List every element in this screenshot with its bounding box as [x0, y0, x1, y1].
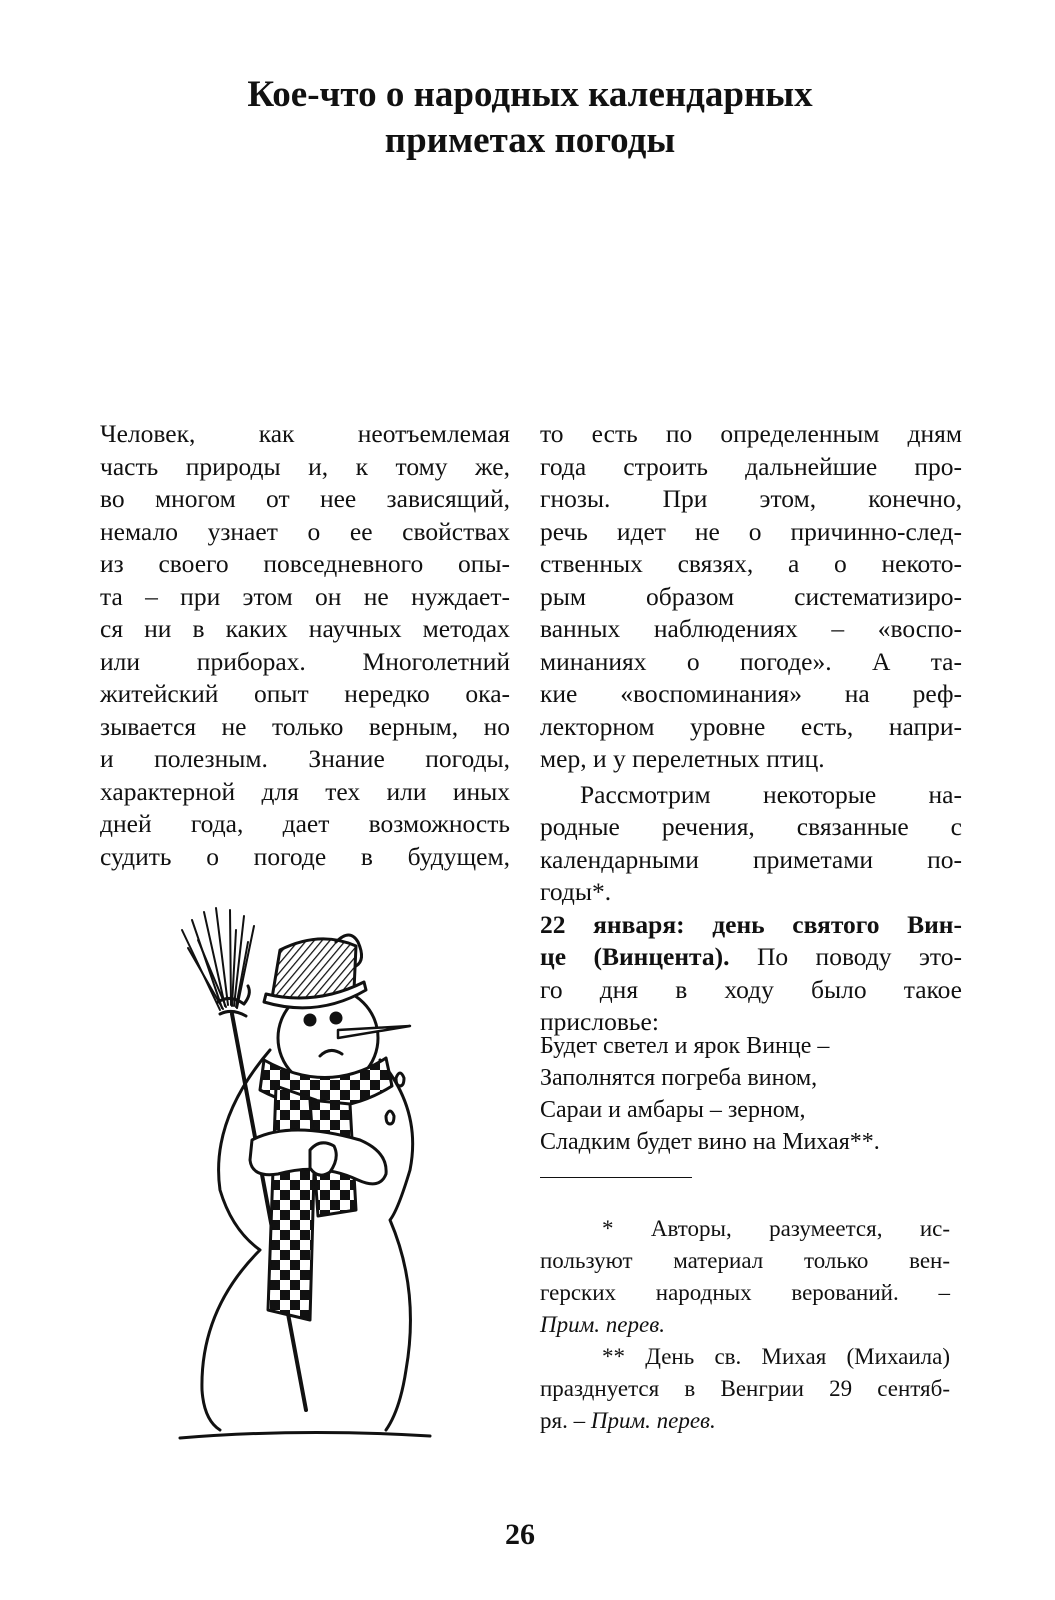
footnote-2-line: ** День св. Михая (Михаила)	[602, 1344, 950, 1369]
text-line: родные речения, связанные с	[540, 812, 962, 841]
text-line: це (Винцента). По поводу это-	[540, 942, 962, 971]
footnote-1-line: пользуют материал только вен-	[540, 1248, 950, 1273]
text-line: ся ни в каких научных методах	[100, 614, 510, 643]
text-line: немало узнает о ее свойствах	[100, 516, 510, 546]
text-line: характерной для тех или иных	[100, 776, 510, 806]
verse-line: Сараи и амбары – зерном,	[540, 1097, 806, 1123]
text-line: из своего повседневного опы-	[100, 549, 510, 578]
text-line: ванных наблюдениях – «воспо-	[540, 614, 962, 643]
text-line: зывается не только верным, но	[100, 711, 510, 741]
text-line: минаниях о погоде». А та-	[540, 646, 962, 676]
left-column-text	[100, 418, 510, 873]
text-line: та – при этом он не нуждает-	[100, 581, 510, 611]
text-line: Рассмотрим некоторые на-	[580, 779, 962, 809]
text-line: житейский опыт нередко ока-	[100, 679, 510, 708]
text-line: Человек, как неотъемлемая	[100, 419, 510, 448]
text-line: во многом от нее зависящий,	[100, 484, 510, 513]
right-column-text	[540, 418, 962, 1039]
paragraph-sayings-intro	[540, 779, 962, 909]
text-line: гнозы. При этом, конечно,	[540, 484, 962, 513]
text-line: рым образом систематизиро-	[540, 581, 962, 611]
page-title	[150, 72, 910, 164]
text-line: дней года, дает возможность	[100, 809, 510, 838]
text-line: судить о погоде в будущем,	[100, 841, 510, 871]
text-line: годы*.	[540, 877, 612, 906]
date-heading-continued: це (Винцента).	[540, 942, 730, 971]
text-line: ственных связях, а о некото-	[540, 549, 962, 578]
footnote-1-line: * Авторы, разумеется, ис-	[602, 1216, 950, 1241]
footnote-2-line: празднуется в Венгрии 29 сентяб-	[540, 1376, 950, 1401]
paragraph-vincent-day	[540, 909, 962, 1039]
footnote-divider	[540, 1177, 692, 1178]
text-line: то есть по определенным дням	[540, 419, 962, 448]
verse-line: Заполнятся погреба вином,	[540, 1065, 818, 1091]
text-line: или приборах. Многолетний	[100, 646, 510, 676]
text-line: мер, и у перелетных птиц.	[540, 744, 825, 773]
text-line: го дня в ходу было такое	[540, 974, 962, 1004]
title-line-2: приметах погоды	[384, 120, 676, 161]
text-line: кие «воспоминания» на реф-	[540, 679, 962, 708]
footnote-2-source: Прим. перев.	[590, 1408, 716, 1433]
date-heading: 22 января: день святого Вин-	[540, 909, 962, 939]
text-line: лекторном уровне есть, напри-	[540, 711, 962, 741]
paragraph-forecast	[540, 418, 962, 776]
footnotes	[540, 1213, 950, 1437]
footnote-1-line: герских народных верований. –	[540, 1280, 950, 1305]
proverb-verse	[540, 1030, 880, 1158]
footnote-2-line: ря. – Прим. перев.	[540, 1408, 716, 1433]
text-line: присловье:	[540, 1007, 659, 1036]
text-line: и полезным. Знание погоды,	[100, 744, 510, 773]
snowman-with-broom-icon	[160, 890, 460, 1455]
text-line: календарными приметами по-	[540, 844, 962, 874]
title-line-1: Кое-что о народных календарных	[247, 74, 813, 115]
text-line: часть природы и, к тому же,	[100, 451, 510, 481]
page-number: 26	[505, 1518, 535, 1551]
footnote-1-source: Прим. перев.	[540, 1312, 665, 1337]
verse-line: Будет светел и ярок Винце –	[540, 1033, 830, 1059]
text-line: речь идет не о причинно-след-	[540, 516, 962, 546]
verse-line: Сладким будет вино на Михая**.	[540, 1129, 880, 1155]
text-line: года строить дальнейшие про-	[540, 451, 962, 481]
